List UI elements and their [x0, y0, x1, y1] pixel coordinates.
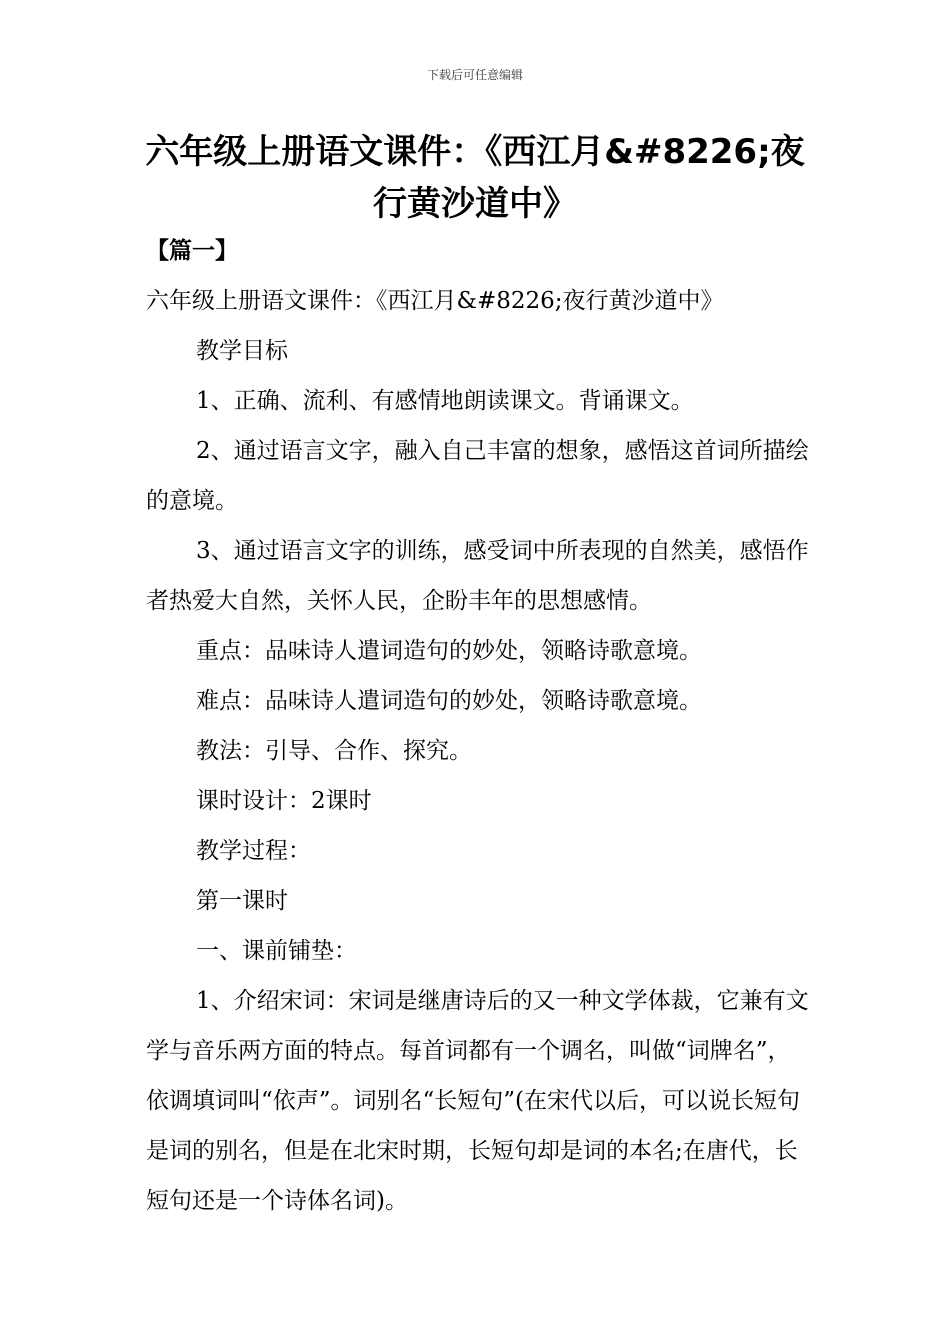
paragraph-goal-1: 1、正确、流利、有感情地朗读课文。背诵课文。	[196, 388, 694, 414]
paragraph-difficulty: 难点：品味诗人遣词造句的妙处，领略诗歌意境。	[196, 688, 702, 714]
paragraph-song-ci-intro: 1、介绍宋词：宋词是继唐诗后的又一种文学体裁，它兼有文学与音乐两方面的特点。每首词都有一个调名，叫做“词牌名”，依调填词叫“依声”。词别名“长短句”(在宋代以后，可以说长短句是词的别名，但是在北宋时期，长短句却是词的本名;在唐代，长短句还是一个诗体名词)。	[146, 988, 809, 1214]
paragraph-goals-heading: 教学目标	[196, 338, 288, 364]
paragraph-key-point: 重点：品味诗人遣词造句的妙处，领略诗歌意境。	[196, 638, 702, 664]
document-body	[146, 226, 810, 1226]
section-tag: 【篇一】	[146, 238, 238, 264]
paragraph-process: 教学过程：	[196, 838, 311, 864]
document-title: 六年级上册语文课件：《西江月&#8226;夜行黄沙道中》	[145, 132, 805, 224]
section-heading	[146, 226, 810, 326]
paragraph-goal-2: 2、通过语言文字，融入自己丰富的想象，感悟这首词所描绘的意境。	[146, 438, 809, 514]
paragraph-preparation: 一、课前铺垫：	[196, 938, 357, 964]
paragraph-goal-3: 3、通过语言文字的训练，感受词中所表现的自然美，感悟作者热爱大自然，关怀人民，企盼丰年的思想感情。	[146, 538, 809, 614]
header-note: 下载后可任意编辑	[426, 68, 523, 82]
paragraph-method: 教法：引导、合作、探究。	[196, 738, 472, 764]
paragraph-first-lesson: 第一课时	[196, 888, 288, 914]
section-heading-text: 六年级上册语文课件：《西江月&#8226;夜行黄沙道中》	[146, 288, 724, 314]
paragraph-lesson-design: 课时设计：2课时	[196, 788, 372, 814]
